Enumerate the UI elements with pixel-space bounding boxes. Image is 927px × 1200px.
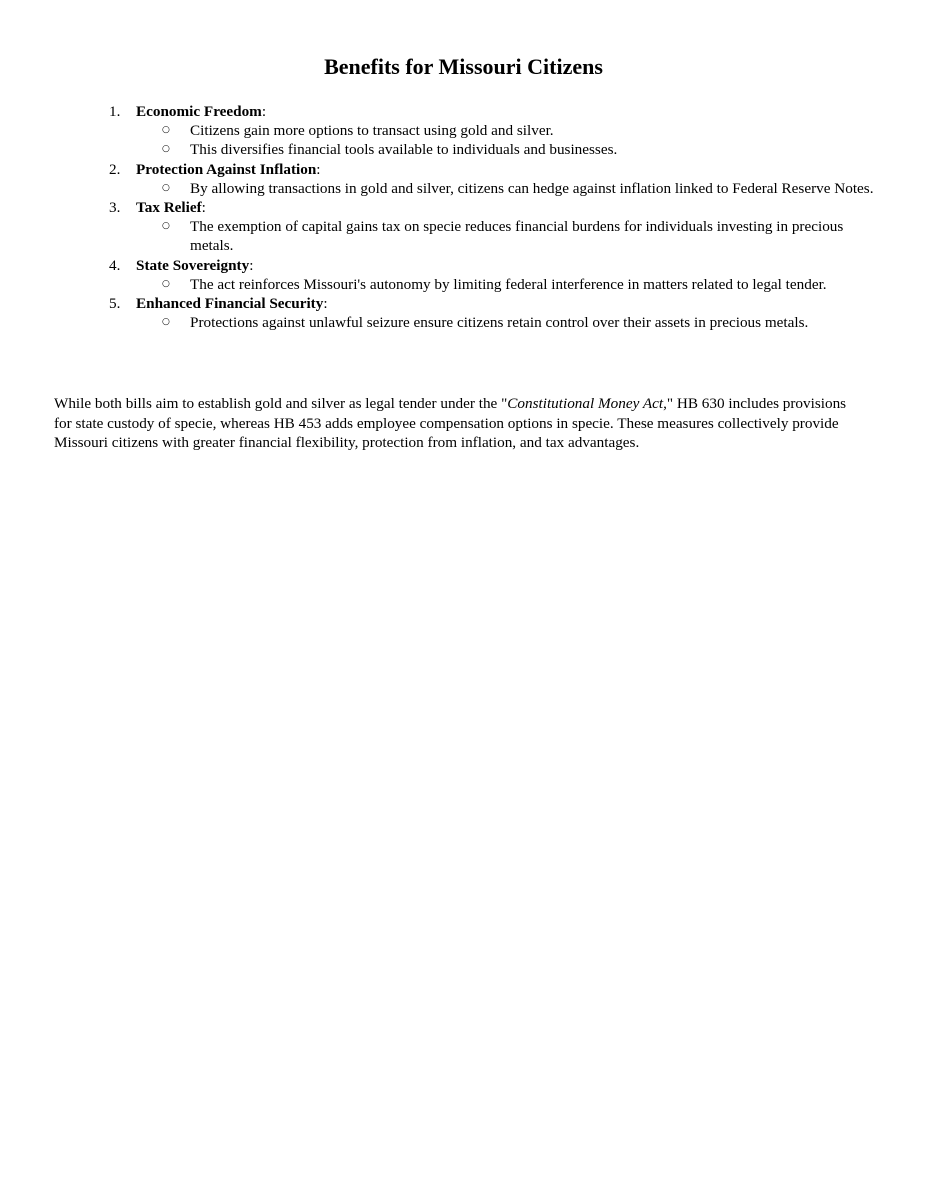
benefit-point — [0, 313, 927, 332]
benefit-title-colon: : — [261, 103, 267, 120]
benefit-number: 3. — [109, 199, 121, 217]
benefit-title-colon: : — [323, 295, 328, 313]
summary-text-before: While both bills aim to establish gold and silver as legal tender under the " — [54, 395, 508, 412]
page-title: Benefits for Missouri Citizens — [324, 54, 603, 79]
benefit-heading — [0, 256, 927, 275]
benefit-item — [0, 102, 927, 160]
benefit-point — [0, 179, 927, 198]
benefit-title: Tax Relief — [136, 199, 202, 217]
benefit-title: Economic Freedom — [136, 103, 262, 120]
benefit-points-list — [0, 179, 927, 198]
benefit-item — [0, 198, 927, 256]
hollow-circle-bullet-icon: ○ — [162, 125, 170, 136]
benefit-item — [0, 256, 927, 294]
benefit-number: 5. — [109, 295, 121, 313]
benefit-point-text: By allowing transactions in gold and silver, citizens can hedge against inflation linked to Federal Reserve Notes. — [190, 179, 874, 197]
hollow-circle-bullet-icon: ○ — [162, 278, 170, 289]
hollow-circle-bullet-icon: ○ — [162, 221, 170, 232]
benefit-point — [0, 217, 927, 255]
benefit-heading — [0, 294, 927, 313]
benefit-points-list — [0, 313, 927, 332]
benefit-heading — [0, 160, 927, 179]
benefit-number: 2. — [109, 160, 121, 178]
benefit-point-text: Protections against unlawful seizure ensure citizens retain control over their assets in precious metals. — [190, 314, 809, 332]
benefit-point — [0, 140, 927, 159]
benefit-point-text: The act reinforces Missouri's autonomy by limiting federal interference in matters related to legal tender. — [190, 275, 827, 293]
summary-act-name: Constitutional Money Act — [507, 395, 664, 412]
benefit-item — [0, 294, 927, 332]
benefit-points-list — [0, 217, 927, 255]
benefit-title-colon: : — [316, 160, 321, 178]
benefit-item — [0, 160, 927, 198]
hollow-circle-bullet-icon: ○ — [162, 182, 170, 193]
benefit-point-text: The exemption of capital gains tax on specie reduces financial burdens for individuals investing in precious metals. — [190, 218, 844, 255]
benefit-points-list — [0, 275, 927, 294]
summary-text-after: ," HB 630 includes provisions for state custody of specie, whereas HB 453 adds employee compensation options in specie. These measures collectively provide Missouri citizens with greater financial flexibility, protection from inflation, and tax advantages. — [54, 395, 847, 452]
benefit-point-text: This diversifies financial tools available to individuals and businesses. — [190, 141, 618, 159]
benefit-point-text: Citizens gain more options to transact using gold and silver. — [190, 122, 554, 140]
hollow-circle-bullet-icon: ○ — [162, 144, 170, 155]
benefit-point — [0, 275, 927, 294]
benefit-title-colon: : — [201, 199, 206, 217]
benefit-heading — [0, 198, 927, 217]
benefit-number: 4. — [109, 256, 121, 274]
hollow-circle-bullet-icon: ○ — [162, 317, 170, 328]
summary-paragraph — [54, 394, 864, 453]
benefit-title-colon: : — [249, 256, 254, 274]
benefit-title: State Sovereignty — [136, 256, 250, 274]
benefits-list — [0, 102, 927, 332]
benefit-point — [0, 121, 927, 140]
benefit-heading — [0, 102, 927, 121]
benefit-number: 1. — [109, 103, 121, 120]
benefit-title: Enhanced Financial Security — [136, 295, 324, 313]
benefit-points-list — [0, 121, 927, 159]
benefit-title: Protection Against Inflation — [136, 160, 317, 178]
